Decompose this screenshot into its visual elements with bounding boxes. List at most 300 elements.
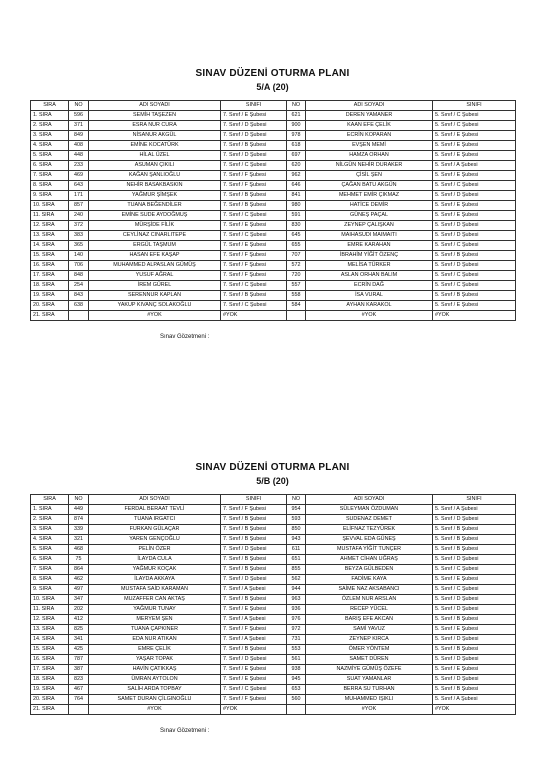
table-row [31,575,516,585]
cell-student-no: 562 [287,575,306,585]
cell-student-no: 558 [287,291,306,301]
cell-student-name: İBRAHİM YİĞİT ÖZENÇ [306,251,433,261]
cell-seat: 16. SIRA [31,261,69,271]
cell-class: 5. Sınıf / E Şubesi [433,665,516,675]
table-row [31,181,516,191]
cell-class: 7. Sınıf / F Şubesi [221,625,287,635]
cell-class: 5. Sınıf / B Şubesi [433,535,516,545]
cell-student-name: AYHAN KARAKOL [306,301,433,311]
cell-student-name: TUANA ÇAPKINER [89,625,221,635]
plan-subtitle: 5/A (20) [256,82,289,92]
table-row [31,201,516,211]
cell-student-name: İLAYDA AKKAYA [89,575,221,585]
cell-class: 5. Sınıf / B Şubesi [433,525,516,535]
cell-student-name: SAMET DÜREN [306,655,433,665]
proctor-label: Sınav Gözetmeni : [160,728,210,734]
cell-class: 7. Sınıf / E Şubesi [221,221,287,231]
cell-class: 5. Sınıf / E Şubesi [433,201,516,211]
cell-seat: 19. SIRA [31,685,69,695]
cell-student-no: 171 [69,191,89,201]
cell-student-no: 618 [287,141,306,151]
cell-student-no: 936 [287,605,306,615]
cell-seat: 5. SIRA [31,151,69,161]
cell-student-no: 611 [287,545,306,555]
cell-student-no: 371 [69,121,89,131]
cell-student-no: 365 [69,241,89,251]
cell-student-no: 561 [287,655,306,665]
cell-student-name: NEHİR BASAKBASKIN [89,181,221,191]
cell-student-no: 954 [287,505,306,515]
cell-seat: 6. SIRA [31,555,69,565]
table-row [31,161,516,171]
header-student-name: ADI SOYADI [306,495,433,505]
cell-seat: 14. SIRA [31,635,69,645]
cell-student-name: FADİME KAYA [306,575,433,585]
cell-student-no: 638 [69,301,89,311]
cell-student-name: MÜRŞİDE FİLİK [89,221,221,231]
cell-class: 5. Sınıf / E Şubesi [433,131,516,141]
cell-class: 7. Sınıf / D Şubesi [221,131,287,141]
cell-student-name: SAMİ YAVUZ [306,625,433,635]
cell-student-no: 980 [287,201,306,211]
cell-class: 7. Sınıf / D Şubesi [221,151,287,161]
cell-student-name: FERDAL BERAAT TEVLİ [89,505,221,515]
cell-student-name: MUZAFFER CAN AKTAŞ [89,595,221,605]
cell-seat: 16. SIRA [31,655,69,665]
cell-class: 7. Sınıf / C Şubesi [221,211,287,221]
table-row [31,605,516,615]
cell-student-no: 372 [69,221,89,231]
cell-student-name: MERYEM ŞEN [89,615,221,625]
cell-class: 7. Sınıf / C Şubesi [221,161,287,171]
cell-student-name: ESRA NUR CURA [89,121,221,131]
table-row [31,111,516,121]
header-row [31,495,516,505]
cell-student-name: SUDENAZ DEMET [306,515,433,525]
cell-class: 7. Sınıf / A Şubesi [221,635,287,645]
cell-class: 7. Sınıf / D Şubesi [221,655,287,665]
header-seat: SIRA [31,495,69,505]
cell-student-name: EVŞEN MEMİ [306,141,433,151]
cell-student-no: 707 [287,251,306,261]
table-row [31,171,516,181]
cell-student-no: 643 [69,181,89,191]
cell-student-name: TUANA IRGATCI [89,515,221,525]
cell-student-no: 978 [287,131,306,141]
cell-student-no: 841 [287,191,306,201]
cell-seat: 3. SIRA [31,131,69,141]
cell-class: 5. Sınıf / E Şubesi [433,211,516,221]
cell-class: 7. Sınıf / C Şubesi [221,281,287,291]
cell-student-no: 963 [287,595,306,605]
cell-student-name: YAREN GENÇOĞLU [89,535,221,545]
cell-student-name: NİLGÜN NEHİR DURAKER [306,161,433,171]
plan-subtitle: 5/B (20) [256,476,289,486]
cell-student-no: 945 [287,675,306,685]
cell-student-no: 874 [69,515,89,525]
cell-student-no: 697 [287,151,306,161]
cell-student-name: ASLAN ORHAN BALIM [306,271,433,281]
cell-class: 7. Sınıf / D Şubesi [221,545,287,555]
cell-class: 5. Sınıf / B Şubesi [433,291,516,301]
cell-class: 7. Sınıf / B Şubesi [221,515,287,525]
cell-student-no [69,705,89,715]
cell-student-no: 825 [69,625,89,635]
cell-seat: 21. SIRA [31,311,69,321]
cell-student-name: HASAN EFE KAŞAP [89,251,221,261]
cell-student-no: 321 [69,535,89,545]
cell-class: 5. Sınıf / C Şubesi [433,111,516,121]
cell-class: 7. Sınıf / B Şubesi [221,525,287,535]
cell-student-name: İREM GÜREL [89,281,221,291]
cell-student-no: 943 [287,535,306,545]
cell-seat: 2. SIRA [31,121,69,131]
cell-class: 7. Sınıf / F Şubesi [221,261,287,271]
cell-seat: 4. SIRA [31,141,69,151]
cell-student-no: 572 [287,261,306,271]
cell-seat: 3. SIRA [31,525,69,535]
cell-student-name: #YOK [89,705,221,715]
header-class: SINIFI [221,101,287,111]
cell-student-no: 425 [69,645,89,655]
cell-class: 7. Sınıf / D Şubesi [221,121,287,131]
cell-student-name: ZEYNEP KIRCA [306,635,433,645]
cell-student-name: SUAT YAMANLAR [306,675,433,685]
header-class: SINIFI [221,495,287,505]
header-student-no: NO [287,101,306,111]
cell-class: 5. Sınıf / C Şubesi [433,121,516,131]
header-seat: SIRA [31,101,69,111]
cell-seat: 17. SIRA [31,271,69,281]
table-row [31,271,516,281]
cell-student-no: 467 [69,685,89,695]
cell-seat: 18. SIRA [31,281,69,291]
cell-class: #YOK [221,311,287,321]
cell-class: 5. Sınıf / E Şubesi [433,141,516,151]
cell-student-name: MUSTAFA SAİD KARAMAN [89,585,221,595]
cell-student-name: İLAYDA CULA [89,555,221,565]
cell-student-no: 387 [69,665,89,675]
cell-seat: 13. SIRA [31,231,69,241]
cell-student-name: ÇAĞAN BATU AKGÜN [306,181,433,191]
table-row [31,291,516,301]
cell-class: 7. Sınıf / E Şubesi [221,111,287,121]
table-row [31,261,516,271]
cell-student-name: YUSUF AĞRAL [89,271,221,281]
cell-student-no: 944 [287,585,306,595]
table-row [31,555,516,565]
cell-student-no: 596 [69,111,89,121]
cell-student-no: 849 [69,131,89,141]
cell-student-name: MAIHASUDI MAIMAITI [306,231,433,241]
cell-class: 5. Sınıf / C Şubesi [433,281,516,291]
cell-student-name: SALİH ARDA TOPBAY [89,685,221,695]
cell-student-no: 449 [69,505,89,515]
cell-seat: 8. SIRA [31,181,69,191]
table-row [31,121,516,131]
cell-student-name: ECRİN KOPARAN [306,131,433,141]
cell-student-name: ASUMAN ÇIKILI [89,161,221,171]
cell-student-no: 620 [287,161,306,171]
cell-seat: 1. SIRA [31,111,69,121]
cell-student-no: 850 [287,525,306,535]
cell-class: #YOK [433,705,516,715]
cell-seat: 18. SIRA [31,675,69,685]
cell-student-no: 938 [287,665,306,675]
table-row [31,685,516,695]
cell-seat: 21. SIRA [31,705,69,715]
table-row [31,141,516,151]
cell-student-name: YAĞMUR TUNAY [89,605,221,615]
table-row [31,615,516,625]
cell-student-name: AHMET CİHAN UĞRAŞ [306,555,433,565]
cell-class: 5. Sınıf / E Şubesi [433,151,516,161]
table-row [31,301,516,311]
cell-student-name: ZEYNEP ÇALIŞKAN [306,221,433,231]
cell-class: 7. Sınıf / B Şubesi [221,291,287,301]
cell-class: 7. Sınıf / F Şubesi [221,181,287,191]
cell-seat: 11. SIRA [31,211,69,221]
cell-student-no: 560 [287,695,306,705]
cell-student-no: 823 [69,675,89,685]
cell-student-no: 706 [69,261,89,271]
cell-class: 7. Sınıf / E Şubesi [221,605,287,615]
cell-student-name: YAĞMUR ŞİMŞEK [89,191,221,201]
cell-student-name: MUSTAFA YİĞİT TUNÇER [306,545,433,555]
cell-student-name: YAĞMUR KOÇAK [89,565,221,575]
cell-seat: 7. SIRA [31,565,69,575]
cell-student-name: RECEP YÜCEL [306,605,433,615]
cell-class: 7. Sınıf / C Şubesi [221,231,287,241]
cell-class: 5. Sınıf / B Şubesi [433,685,516,695]
table-row [31,221,516,231]
cell-student-name: ŞEVVAL EDA GÜNEŞ [306,535,433,545]
cell-class: 5. Sınıf / B Şubesi [433,645,516,655]
cell-class: 7. Sınıf / B Şubesi [221,141,287,151]
cell-seat: 19. SIRA [31,291,69,301]
cell-seat: 14. SIRA [31,241,69,251]
cell-student-name: ERGÜL TAŞMUM [89,241,221,251]
cell-student-name: SERENNUR KAPLAN [89,291,221,301]
table-row [31,281,516,291]
cell-seat: 15. SIRA [31,645,69,655]
proctor-label: Sınav Gözetmeni : [160,334,210,340]
table-row [31,231,516,241]
cell-student-name: TUANA BEĞENDİLER [89,201,221,211]
cell-student-no: 468 [69,545,89,555]
cell-seat: 12. SIRA [31,221,69,231]
cell-student-name: DEREN YAMANER [306,111,433,121]
cell-class: 7. Sınıf / F Şubesi [221,251,287,261]
cell-student-name: HAMZA ORHAN [306,151,433,161]
cell-student-no: 497 [69,585,89,595]
cell-student-no: 787 [69,655,89,665]
cell-student-name: HİLAL ÜZEL [89,151,221,161]
cell-student-no: 720 [287,271,306,281]
cell-class: 7. Sınıf / B Şubesi [221,201,287,211]
cell-student-no: 240 [69,211,89,221]
header-row [31,101,516,111]
cell-student-name: HATİCE DEMİR [306,201,433,211]
seating-table [30,100,516,321]
cell-class: 7. Sınıf / B Şubesi [221,535,287,545]
cell-student-name: BERRA SU TURHAN [306,685,433,695]
cell-student-no: 857 [69,201,89,211]
cell-seat: 20. SIRA [31,695,69,705]
table-row [31,635,516,645]
cell-class: 5. Sınıf / E Şubesi [433,171,516,181]
table-row [31,505,516,515]
cell-student-name: GÜNEŞ PAÇAL [306,211,433,221]
cell-class: 7. Sınıf / A Şubesi [221,615,287,625]
seating-table [30,494,516,715]
header-student-name: ADI SOYADI [89,495,221,505]
cell-seat: 6. SIRA [31,161,69,171]
cell-class: 5. Sınıf / E Şubesi [433,301,516,311]
cell-student-name: KAĞAN ŞANLIOĞLU [89,171,221,181]
cell-student-no: 621 [287,111,306,121]
cell-class: 7. Sınıf / B Şubesi [221,645,287,655]
plan-title: SINAV DÜZENİ OTURMA PLANI [195,462,350,473]
cell-class: 5. Sınıf / B Şubesi [433,251,516,261]
cell-class: 7. Sınıf / F Şubesi [221,505,287,515]
cell-student-no: 254 [69,281,89,291]
cell-student-no: 843 [69,291,89,301]
cell-student-no: 383 [69,231,89,241]
header-class: SINIFI [433,101,516,111]
table-row [31,515,516,525]
cell-student-name: ÖMER YÖNTEM [306,645,433,655]
cell-class: 5. Sınıf / A Şubesi [433,505,516,515]
cell-student-name: MUHAMMED IŞIKLI [306,695,433,705]
cell-student-no: 848 [69,271,89,281]
cell-student-no: 655 [287,241,306,251]
cell-seat: 10. SIRA [31,201,69,211]
cell-student-no: 412 [69,615,89,625]
table-row [31,535,516,545]
cell-seat: 1. SIRA [31,505,69,515]
cell-class: #YOK [433,311,516,321]
cell-student-no: 75 [69,555,89,565]
cell-class: 5. Sınıf / C Şubesi [433,241,516,251]
cell-seat: 20. SIRA [31,301,69,311]
table-row [31,241,516,251]
cell-seat: 2. SIRA [31,515,69,525]
cell-student-name: SÜLEYMAN ÖZDUMAN [306,505,433,515]
cell-student-no: 557 [287,281,306,291]
table-row [31,311,516,321]
cell-student-name: BARIŞ EFE AKCAN [306,615,433,625]
table-row [31,251,516,261]
cell-class: 5. Sınıf / A Şubesi [433,695,516,705]
cell-class: 5. Sınıf / D Şubesi [433,515,516,525]
cell-student-name: EMİNE KOCATÜRK [89,141,221,151]
cell-student-no: 469 [69,171,89,181]
cell-student-no: 764 [69,695,89,705]
cell-student-name: YAŞAR TOPAK [89,655,221,665]
cell-class: 5. Sınıf / D Şubesi [433,231,516,241]
table-row [31,131,516,141]
cell-class: 5. Sınıf / D Şubesi [433,555,516,565]
cell-seat: 8. SIRA [31,575,69,585]
table-row [31,695,516,705]
cell-student-name: ÖZLEM NUR ARSLAN [306,595,433,605]
cell-seat: 17. SIRA [31,665,69,675]
cell-student-no: 462 [69,575,89,585]
table-row [31,545,516,555]
table-row [31,191,516,201]
header-student-name: ADI SOYADI [306,101,433,111]
cell-student-name: HAVİN ÇATIKKAŞ [89,665,221,675]
cell-student-name: ÜMRAN AYTOLON [89,675,221,685]
table-row [31,665,516,675]
seating-plan-5b [30,462,515,735]
table-row [31,151,516,161]
cell-student-no: 140 [69,251,89,261]
cell-class: 7. Sınıf / A Şubesi [221,585,287,595]
cell-class: 7. Sınıf / C Şubesi [221,301,287,311]
cell-student-name: EMRE ÇELİK [89,645,221,655]
cell-class: 5. Sınıf / C Şubesi [433,565,516,575]
cell-student-name: NAZMİYE GÜMÜŞ ÖZEFE [306,665,433,675]
cell-student-name: MUHAMMED ALPASLAN GÜMÜŞ [89,261,221,271]
cell-seat: 12. SIRA [31,615,69,625]
cell-student-no: 651 [287,555,306,565]
table-row [31,525,516,535]
cell-seat: 11. SIRA [31,605,69,615]
cell-class: 7. Sınıf / F Şubesi [221,271,287,281]
cell-class: #YOK [221,705,287,715]
cell-student-name: ELİFNAZ TEZYÜREK [306,525,433,535]
cell-student-no [69,311,89,321]
cell-student-no: 855 [287,565,306,575]
cell-student-no: 646 [287,181,306,191]
cell-student-name: ECRİN DAĞ [306,281,433,291]
cell-student-name: BEYZA GÜLBEDEN [306,565,433,575]
plan-title: SINAV DÜZENİ OTURMA PLANI [195,68,350,79]
cell-class: 7. Sınıf / E Şubesi [221,675,287,685]
cell-student-no: 962 [287,171,306,181]
cell-student-name: SAMET DURAN ÇİLGINOĞLU [89,695,221,705]
cell-student-name: YAKUP KIVANÇ SOLAKOĞLU [89,301,221,311]
cell-student-no: 864 [69,565,89,575]
cell-student-no: 900 [287,121,306,131]
table-row [31,565,516,575]
cell-class: 7. Sınıf / D Şubesi [221,575,287,585]
table-row [31,625,516,635]
cell-class: 7. Sınıf / E Şubesi [221,241,287,251]
cell-student-no: 347 [69,595,89,605]
cell-student-no: 202 [69,605,89,615]
cell-student-name: #YOK [89,311,221,321]
cell-class: 7. Sınıf / E Şubesi [221,665,287,675]
cell-student-name: SEMİH TAŞEZEN [89,111,221,121]
header-student-no: NO [287,495,306,505]
seating-plan-5a [30,68,515,341]
cell-student-name: MEHMET EMİR ÇIKMAZ [306,191,433,201]
header-student-name: ADI SOYADI [89,101,221,111]
cell-class: 7. Sınıf / C Şubesi [221,685,287,695]
cell-student-no: 584 [287,301,306,311]
cell-student-name: EMRE KARAHAN [306,241,433,251]
cell-seat: 4. SIRA [31,535,69,545]
cell-student-no: 233 [69,161,89,171]
cell-student-name: #YOK [306,705,433,715]
table-row [31,585,516,595]
cell-student-no: 408 [69,141,89,151]
cell-class: 5. Sınıf / D Şubesi [433,191,516,201]
cell-class: 5. Sınıf / D Şubesi [433,675,516,685]
